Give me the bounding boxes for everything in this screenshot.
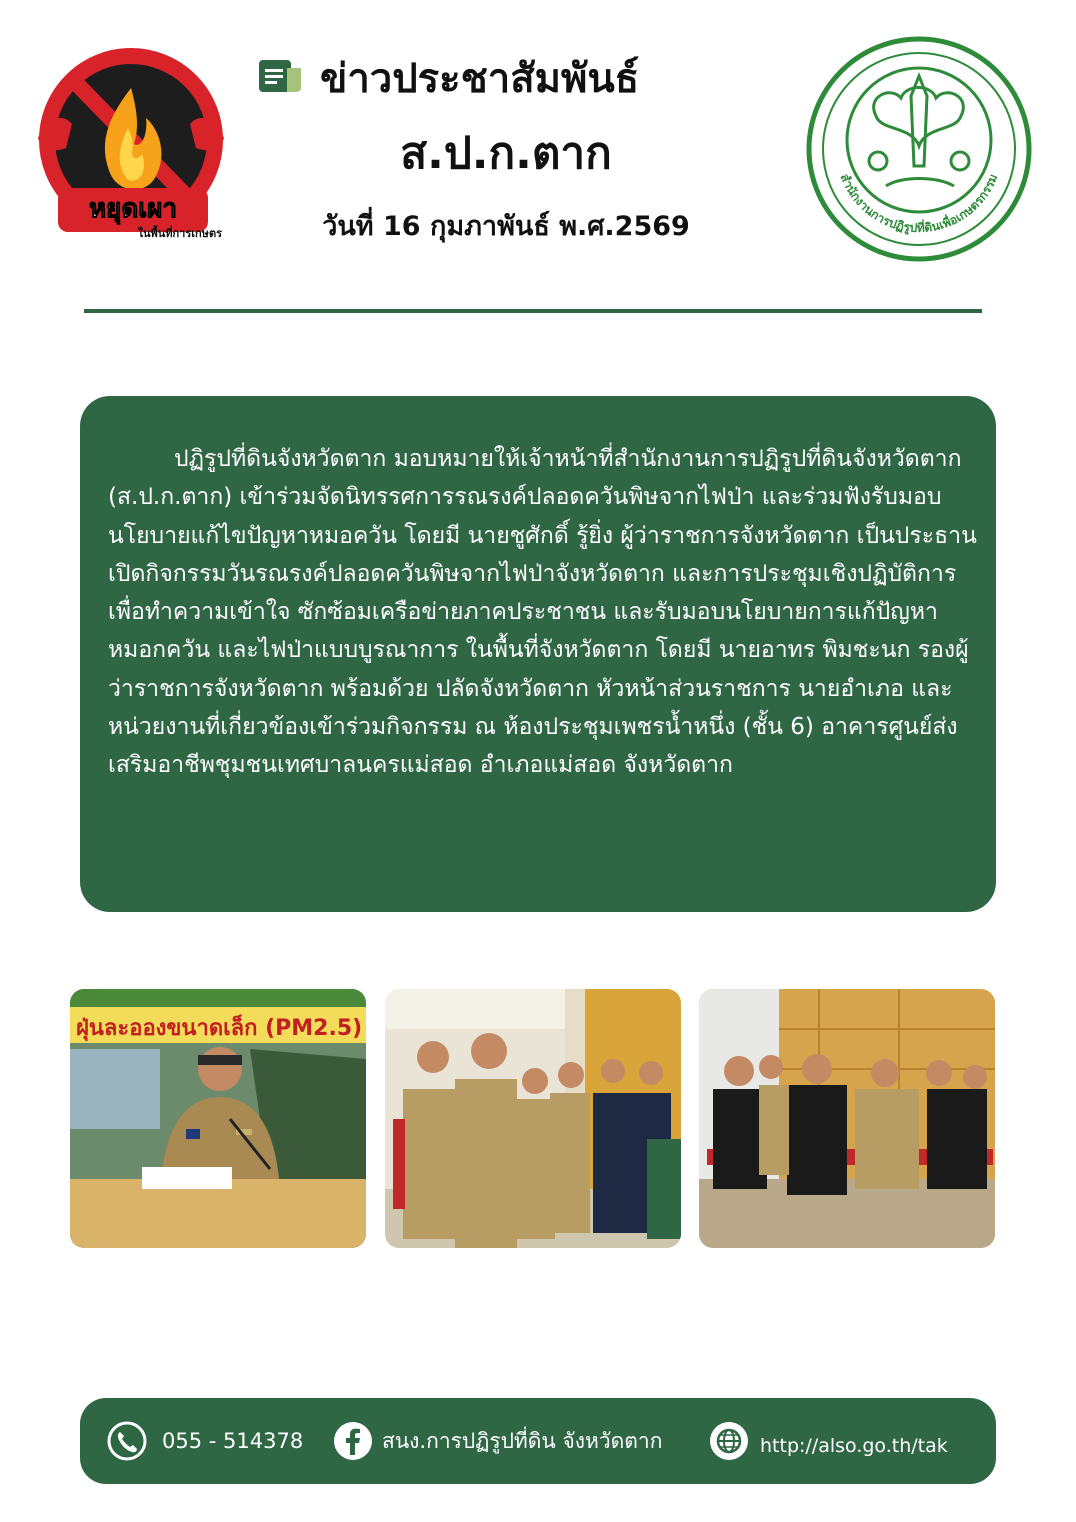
facebook-page-name[interactable]: สนง.การปฏิรูปที่ดิน จังหวัดตาก [382,1429,663,1453]
article-body [108,440,978,785]
alro-seal [806,36,1032,262]
photo-exhibition-visit [385,989,681,1248]
article-paragraph: ปฏิรูปที่ดินจังหวัดตาก มอบหมายให้เจ้าหน้าที่สำนักงานการปฏิรูปที่ดินจังหวัดตาก (ส.ป.ก.ตาก) เข้าร่วมจัดนิทรรศการรณรงค์ปลอดควันพิษจากไฟป่า และร่วมฟังรับมอบนโยบายแก้ไขปัญหาหมอควัน โดยมี นายชูศักดิ์ รู้ยิ่ง ผู้ว่าราชการจังหวัดตาก เป็นประธานเปิดกิจกรรมวันรณรงค์ปลอดควันพิษจากไฟป่าจังหวัดตาก และการประชุมเชิงปฏิบัติการเพื่อทำความเข้าใจ ซักซ้อมเครือข่ายภาคประชาชน และรับมอบนโยบายการแก้ปัญหาหมอกควัน และไฟป่าแบบบูรณาการ ในพื้นที่จังหวัดตาก โดยมี นายอาทร พิมชะนก รองผู้ว่าราชการจังหวัดตาก พร้อมด้วย ปลัดจังหวัดตาก หัวหน้าส่วนราชการ นายอำเภอ และหน่วยงานที่เกี่ยวข้องเข้าร่วมกิจกรรม ณ ห้องประชุมเพชรน้ำหนึ่ง (ชั้น 6) อาคารศูนย์ส่งเสริมอาชีพชุมชนเทศบาลนครแม่สอด อำเภอแม่สอด จังหวัดตาก [108,446,977,779]
stop-burning-text: หยุดเผา [89,194,177,224]
website-link[interactable]: http://also.go.th/tak [760,1435,948,1457]
globe-icon[interactable] [709,1421,749,1461]
photo-governor-speech [70,989,366,1248]
page-subtitle: ส.ป.ก.ตาก [400,128,612,179]
phone-number: 055 - 514378 [162,1429,304,1453]
alro-seal-icon [806,36,1032,262]
page-title: ข่าวประชาสัมพันธ์ [320,56,640,102]
seal-text: สำนักงานการปฏิรูปที่ดินเพื่อเกษตรกรรม [837,171,1001,236]
news-date: วันที่ 16 กุมภาพันธ์ พ.ศ.2569 [322,211,690,242]
photo-banner-text: ฝุ่นละอองขนาดเล็ก (PM2.5) [76,1016,363,1041]
photo-meeting-attendees [699,989,995,1248]
news-document-icon [257,58,303,94]
stop-burning-subtext: ในพื้นที่การเกษตร [137,227,222,240]
facebook-icon[interactable] [333,1421,373,1461]
phone-icon [107,1421,147,1461]
header-divider [84,309,982,313]
